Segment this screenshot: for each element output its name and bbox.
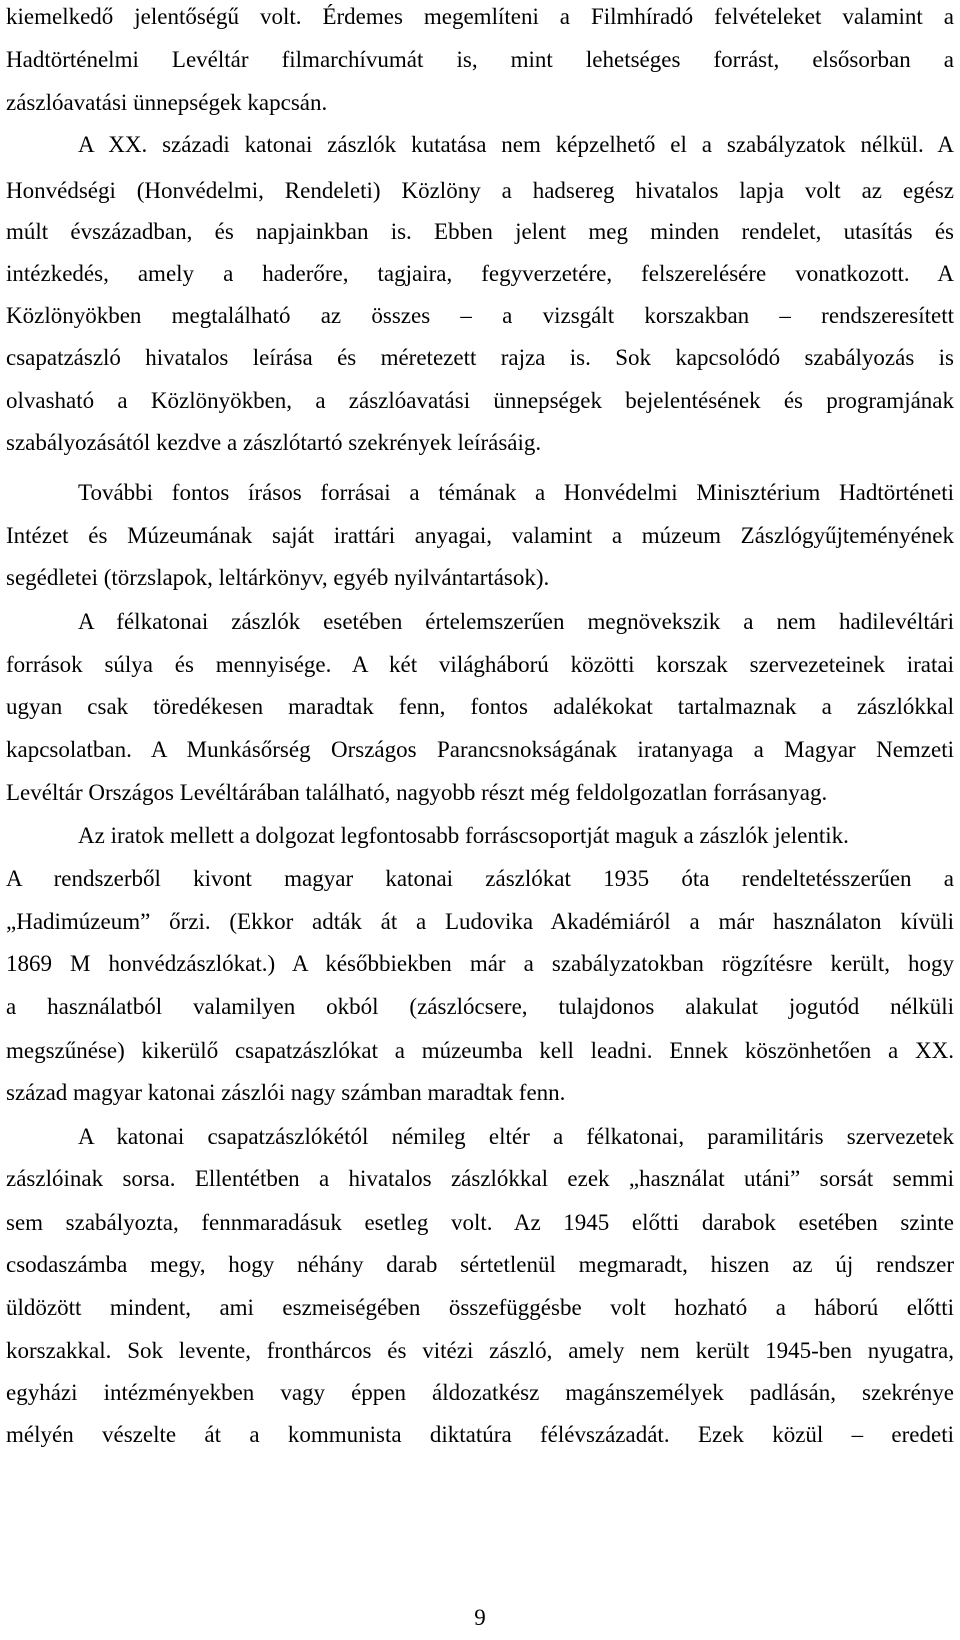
text-line: A rendszerből kivont magyar katonai zászlókat 1935 óta rendeltetésszerűen a	[6, 866, 954, 891]
text-line: szabályozásától kezdve a zászlótartó szekrények leírásáig.	[6, 430, 542, 455]
text-line: sem szabályozta, fennmaradásuk esetleg volt. Az 1945 előtti darabok esetében szinte	[6, 1210, 954, 1235]
text-line: zászlóinak sorsa. Ellentétben a hivatalos zászlókkal ezek „használat utáni” sorsát semmi	[6, 1166, 954, 1191]
text-line: A XX. századi katonai zászlók kutatása nem képzelhető el a szabályzatok nélkül. A	[78, 132, 954, 157]
text-line: olvasható a Közlönyökben, a zászlóavatási ünnepségek bejelentésének és programjának	[6, 388, 954, 413]
page-number: 9	[474, 1605, 486, 1630]
text-line: csodaszámba megy, hogy néhány darab sértetlenül megmaradt, hiszen az új rendszer	[6, 1252, 954, 1277]
text-line: csapatzászló hivatalos leírása és méretezett rajza is. Sok kapcsolódó szabályozás is	[6, 345, 954, 370]
text-line: a használatból valamilyen okból (zászlócsere, tulajdonos alakulat jogutód nélküli	[6, 994, 954, 1019]
text-line: ugyan csak töredékesen maradtak fenn, fontos adalékokat tartalmaznak a zászlókkal	[6, 694, 954, 719]
text-line: A félkatonai zászlók esetében értelemszerűen megnövekszik a nem hadilevéltári	[78, 609, 954, 634]
text-line: segédletei (törzslapok, leltárkönyv, egyéb nyilvántartások).	[6, 565, 550, 590]
text-line: egyházi intézményekben vagy éppen áldozatkész magánszemélyek padlásán, szekrénye	[6, 1380, 954, 1405]
text-line: kiemelkedő jelentőségű volt. Érdemes megemlíteni a Filmhíradó felvételeket valamint a	[6, 4, 954, 29]
text-line: Hadtörténelmi Levéltár filmarchívumát is, mint lehetséges forrást, elsősorban a	[6, 47, 954, 72]
text-line: korszakkal. Sok levente, fronthárcos és vitézi zászló, amely nem került 1945-ben nyugatra,	[6, 1338, 954, 1363]
text-line: múlt évszázadban, és napjainkban is. Ebben jelent meg minden rendelet, utasítás és	[6, 219, 954, 244]
text-line: század magyar katonai zászlói nagy számban maradtak fenn.	[6, 1080, 566, 1105]
text-line: Közlönyökben megtalálható az összes – a vizsgált korszakban – rendszeresített	[6, 303, 954, 328]
text-line: 1869 M honvédzászlókat.) A későbbiekben már a szabályzatokban rögzítésre került, hogy	[6, 951, 954, 976]
text-line: mélyén vészelte át a kommunista diktatúra félévszázadát. Ezek közül – eredeti	[6, 1422, 954, 1447]
text-line: Honvédségi (Honvédelmi, Rendeleti) Közlöny a hadsereg hivatalos lapja volt az egész	[6, 178, 954, 203]
text-line: További fontos írásos forrásai a témának a Honvédelmi Minisztérium Hadtörténeti	[78, 480, 954, 505]
text-line: Az iratok mellett a dolgozat legfontosabb forráscsoportját maguk a zászlók jelentik.	[78, 823, 849, 848]
text-line: Intézet és Múzeumának saját irattári anyagai, valamint a múzeum Zászlógyűjteményének	[6, 523, 954, 548]
text-line: „Hadimúzeum” őrzi. (Ekkor adták át a Ludovika Akadémiáról a már használaton kívüli	[6, 909, 954, 934]
text-line: kapcsolatban. A Munkásőrség Országos Parancsnokságának iratanyaga a Magyar Nemzeti	[6, 737, 954, 762]
text-line: A katonai csapatzászlókétól némileg eltér a félkatonai, paramilitáris szervezetek	[78, 1124, 954, 1149]
text-line: megszűnése) kikerülő csapatzászlókat a múzeumba kell leadni. Ennek köszönhetően a XX.	[6, 1038, 954, 1063]
text-line: források súlya és mennyisége. A két világháború közötti korszak szervezeteinek iratai	[6, 652, 954, 677]
text-line: zászlóavatási ünnepségek kapcsán.	[6, 90, 328, 115]
text-line: üldözött mindent, ami eszmeiségében összefüggésbe volt hozható a háború előtti	[6, 1295, 954, 1320]
text-line: Levéltár Országos Levéltárában található, nagyobb részt még feldolgozatlan forrásanyag.	[6, 780, 828, 805]
text-line: intézkedés, amely a haderőre, tagjaira, fegyverzetére, felszerelésére vonatkozott. A	[6, 261, 954, 286]
